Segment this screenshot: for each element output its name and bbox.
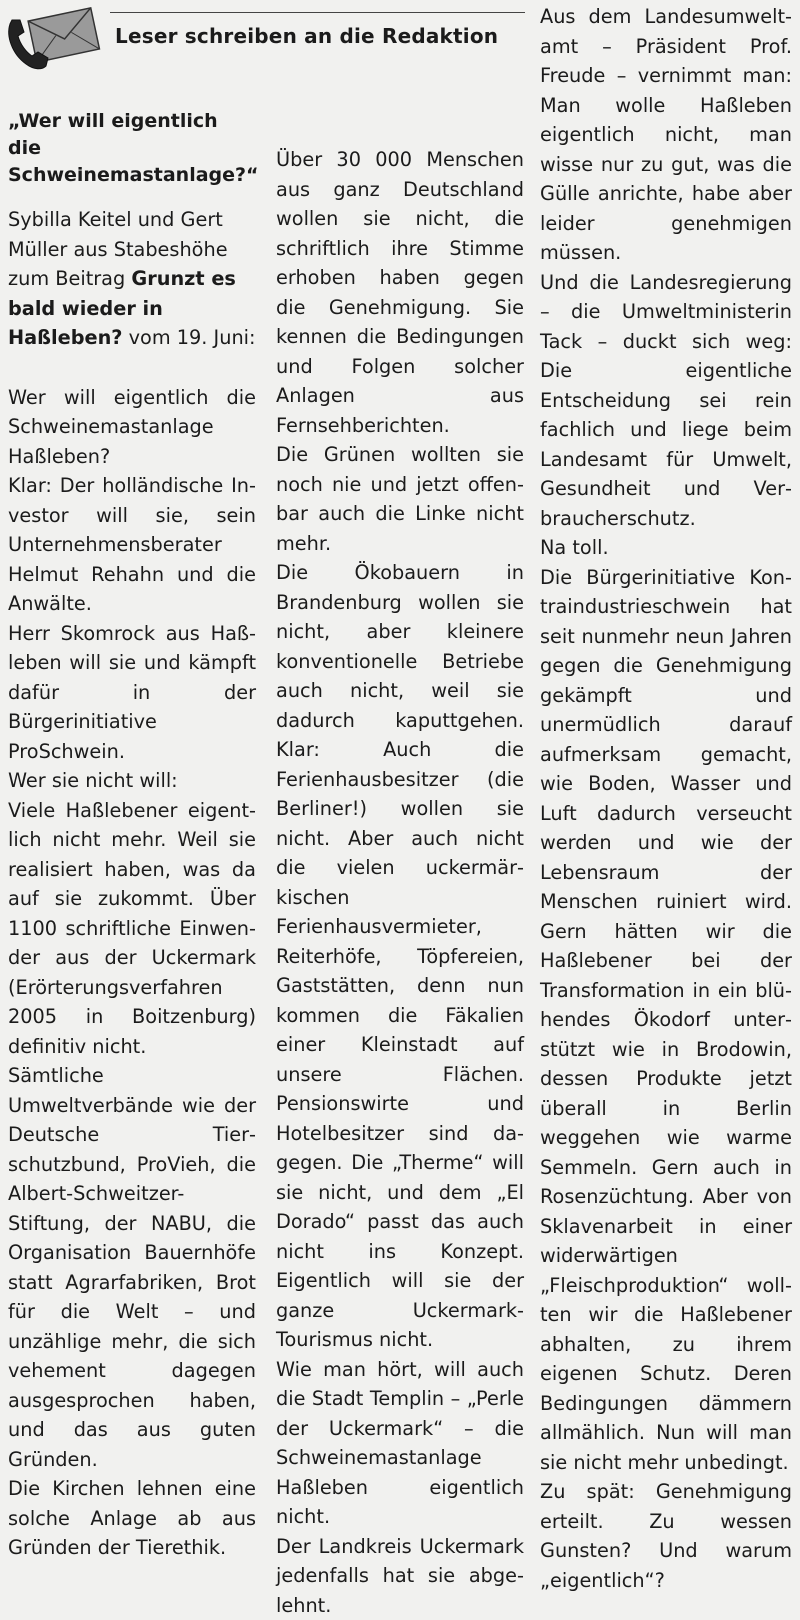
article-date: vom 19. Juni: [129, 326, 256, 349]
phone-and-envelope-icon [4, 6, 104, 76]
paragraph: Die Bürgerinitiative Kontraindustrieschwein hat seit nunmehr neun Jahren gegen die Genehmigung gekämpft und unermüdlich darauf aufmerksam gemacht, wie Boden, Wasser und Luft dadurch verseucht werden und wie der Lebensraum der Menschen ruiniert wird. Gern hätten wir die Haßlebener bei der Transformation in ein blühendes Ökodorf unterstützt wie in Brodowin, dessen Produkte jetzt überall in Berlin weggehen wie warme Semmeln. Gern auch in Rosenzüchtung. Aber von Sklavenarbeit in einer widerwärtigen „Fleischproduktion“ wollten wir die Haßlebener abhalten, zu ihrem eigenen Schutz. Deren Bedingungen dämmern allmählich. Nun will man sie nicht mehr unbedingt. [540, 563, 792, 1478]
paragraph: Die Kirchen lehnen eine solche Anlage ab aus Gründen der Tierethik. [8, 1474, 256, 1563]
paragraph: Wer will eigentlich die Schweinemastanlage Haßleben? [8, 383, 256, 472]
column-3 [540, 2, 792, 1595]
paragraph: Die Ökobauern in Brandenburg wollen sie nicht, aber kleinere konventionelle Betriebe auch nicht, weil sie dadurch kaputtgehen. Klar: Auch die Ferienhausbesitzer (die Berliner!) wollen sie nicht. Aber auch nicht die vielen uckermärkischen Ferienhausvermieter, Reiterhöfe, Töpfereien, Gaststätten, denn nun kommen die Fäkalien einer Kleinstadt auf unsere Flächen. Pensionswirte und Hotelbesitzer sind dagegen. Die „Therme“ will sie nicht, und dem „El Dorado“ passt das auch nicht ins Konzept. Eigentlich will sie der ganze Uckermark-Tourismus nicht. [276, 558, 524, 1355]
header-rule [110, 12, 525, 13]
paragraph: Und die Landesregierung – die Umweltministerin Tack – duckt sich weg: Die eigentliche Entscheidung sei rein fachlich und liege beim Landesamt für Umwelt, Gesundheit und Verbraucherschutz. [540, 268, 792, 534]
paragraph: Wie man hört, will auch die Stadt Templin – „Perle der Uckermark“ – die Schweinemastanlage Haßleben eigentlich nicht. [276, 1355, 524, 1532]
paragraph: Zu spät: Genehmigung erteilt. Zu wessen Gunsten? Und warum „eigentlich“? [540, 1477, 792, 1595]
paragraph: Na toll. [540, 533, 792, 563]
paragraph: Der Landkreis Uckermark jedenfalls hat sie abgelehnt. [276, 1532, 524, 1620]
paragraph: Über 30 000 Menschen aus ganz Deutschland wollen sie nicht, die schriftlich ihre Stimme erhoben haben gegen die Genehmigung. Sie kennen die Bedingungen und Folgen solcher Anlagen aus Fernsehberichten. [276, 145, 524, 440]
column-1 [8, 108, 256, 1563]
paragraph: Die Grünen wollten sie noch nie und jetzt offenbar auch die Linke nicht mehr. [276, 440, 524, 558]
paragraph: Viele Haßlebener eigentlich nicht mehr. Weil sie realisiert haben, was da auf sie zukommt. Über 1100 schriftliche Einwender aus der Uckermark (Erörterungsverfahren 2005 in Boitzenburg) definitiv nicht. [8, 796, 256, 1062]
article-title: Grunzt es bald wieder in Haßleben? [8, 267, 236, 349]
letter-headline: „Wer will eigentlich die Schweinemastanlage?“ [8, 108, 256, 189]
paragraph: Herr Skomrock aus Haßleben will sie und kämpft dafür in der Bürgerinitiative ProSchwein. [8, 619, 256, 767]
column-2 [276, 145, 524, 1620]
paragraph: Wer sie nicht will: [8, 766, 256, 796]
paragraph: Klar: Der holländische Investor will sie, sein Unternehmensberater Helmut Rehahn und die Anwälte. [8, 471, 256, 619]
paragraph: Aus dem Landesumweltamt – Präsident Prof. Freude – vernimmt man: Man wolle Haßleben eigentlich nicht, man wisse nur zu gut, was die Gülle anrichte, habe aber leider genehmigen müssen. [540, 2, 792, 268]
section-title: Leser schreiben an die Redaktion [115, 24, 530, 48]
letter-authors: Sybilla Keitel und Gert Müller aus Stabeshöhe zum Beitrag [8, 208, 228, 290]
paragraph: Sämtliche Umweltverbände wie der Deutsche Tierschutzbund, ProVieh, die Albert-Schweitzer-Stiftung, der NABU, die Organisation Bauernhöfe statt Agrarfabriken, Brot für die Welt – und unzählige mehr, die sich vehement dagegen ausgesprochen haben, und das aus guten Gründen. [8, 1061, 256, 1474]
letter-intro [8, 205, 256, 353]
